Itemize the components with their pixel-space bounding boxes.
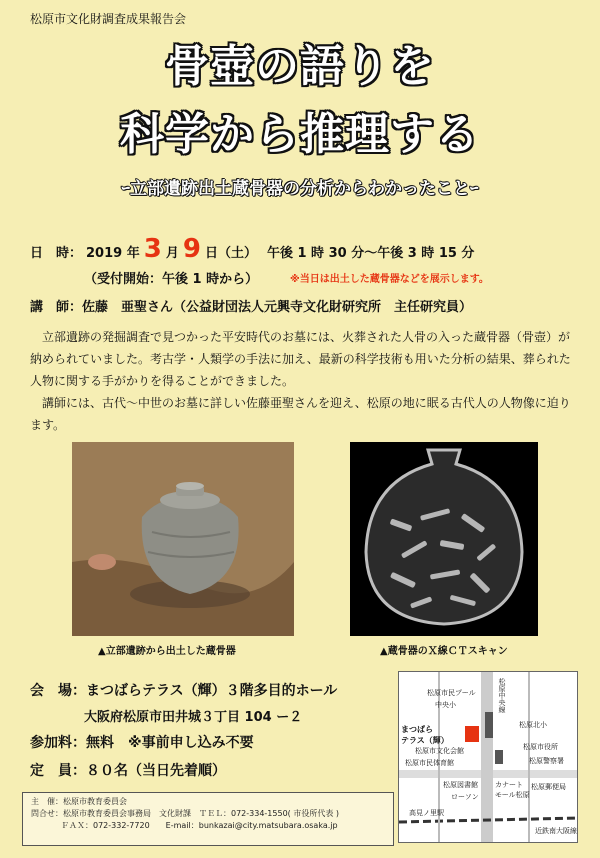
map-label-pool: 松原市民プール (427, 689, 476, 697)
map-label-north-school: 松原北小 (519, 721, 547, 729)
date-day: 9 (182, 234, 201, 264)
map-label-route: 松原中央線 (498, 678, 506, 713)
contact-text: 問合せ：松原市教育委員会事務局 文化財課 ＴＥＬ：072-334-1550( 市役所代表 ) (31, 809, 339, 818)
map-label-kintetsu: 近鉄南大阪線 (535, 827, 577, 835)
exhibit-note: ※当日は出土した蔵骨器などを展示します。 (290, 274, 489, 285)
date-month: 3 (143, 234, 162, 264)
urn-photo-illustration (72, 442, 294, 636)
map-label-city-hall: 松原市役所 (523, 743, 558, 751)
page-title-line2: 科学から推理する (120, 109, 480, 160)
date-label: 日 時： (30, 246, 83, 261)
map-label-middle-school: 中央小 (435, 701, 456, 709)
map-label-culture-hall: 松原市文化会館 (415, 747, 464, 755)
caption-ct-scan: ▲蔵骨器のＸ線ＣＴスキャン (380, 646, 508, 657)
date-day-suffix: 日（土） (204, 246, 257, 261)
ct-scan-illustration (350, 442, 538, 636)
capacity-row: 定 員：８０名（当日先着順） (30, 763, 226, 779)
fax-email-text: ＦＡＸ：072-332-7720 E-mail：bunkazai@city.matsubara.osaka.jp (61, 821, 338, 830)
page-title-line1: 骨壺の語りを (165, 41, 435, 92)
map-label-library: 松原図書館 (443, 781, 478, 789)
ct-scan-image (350, 442, 538, 636)
date-time: 午後 1 時 30 分～午後 3 時 15 分 (266, 246, 475, 261)
contact-box (22, 792, 394, 846)
map-label-mall: カナート モール松原 (495, 781, 530, 799)
event-series-label: 松原市文化財調査成果報告会 (30, 12, 187, 26)
map-label-police: 松原警察署 (529, 757, 564, 765)
venue-row: 会 場：まつばらテラス（輝）３階多目的ホール (30, 683, 338, 699)
map-label-lawson: ローソン (451, 793, 479, 801)
urn-excavation-photo (72, 442, 294, 636)
date-row (30, 234, 474, 264)
map-label-station: 高見ノ里駅 (409, 809, 444, 817)
map-label-terrace: まつばら テラス（輝） (401, 725, 449, 745)
lecturer-row: 講 師：佐藤 亜聖さん（公益財団法人元興寺文化財研究所 主任研究員） (30, 300, 473, 315)
description-paragraph-2: 講師には、古代～中世のお墓に詳しい佐藤亜聖さんを迎え、松原の地に眠る古代人の人物像に迫ります。 (30, 396, 571, 432)
access-map (398, 671, 578, 843)
description-paragraph-1: 立部遺跡の発掘調査で見つかった平安時代のお墓には、火葬された人骨の入った蔵骨器（骨壺）が納められていました。考古学・人類学の手法に加え、最新の科学技術も用いた分析の結果、葬られた人物に関する手がかりを得ることができました。 (30, 330, 571, 388)
map-label-gym: 松原市民体育館 (405, 759, 454, 767)
reception-time: （受付開始：午後 1 時から） (84, 272, 259, 287)
date-month-unit: 月 (165, 246, 179, 261)
organizer-text: 主 催：松原市教育委員会 (31, 797, 127, 806)
caption-urn-photo: ▲立部遺跡から出土した蔵骨器 (98, 646, 236, 657)
page-subtitle: ｰ立部遺跡出土蔵骨器の分析からわかったことｰ (121, 179, 479, 199)
map-label-post: 松原郵便局 (531, 783, 566, 791)
fee-row: 参加料：無料 ※事前申し込み不要 (30, 735, 254, 751)
date-year: 2019 年 (86, 246, 140, 261)
venue-address: 大阪府松原市田井城３丁目 104 ー２ (84, 710, 303, 725)
